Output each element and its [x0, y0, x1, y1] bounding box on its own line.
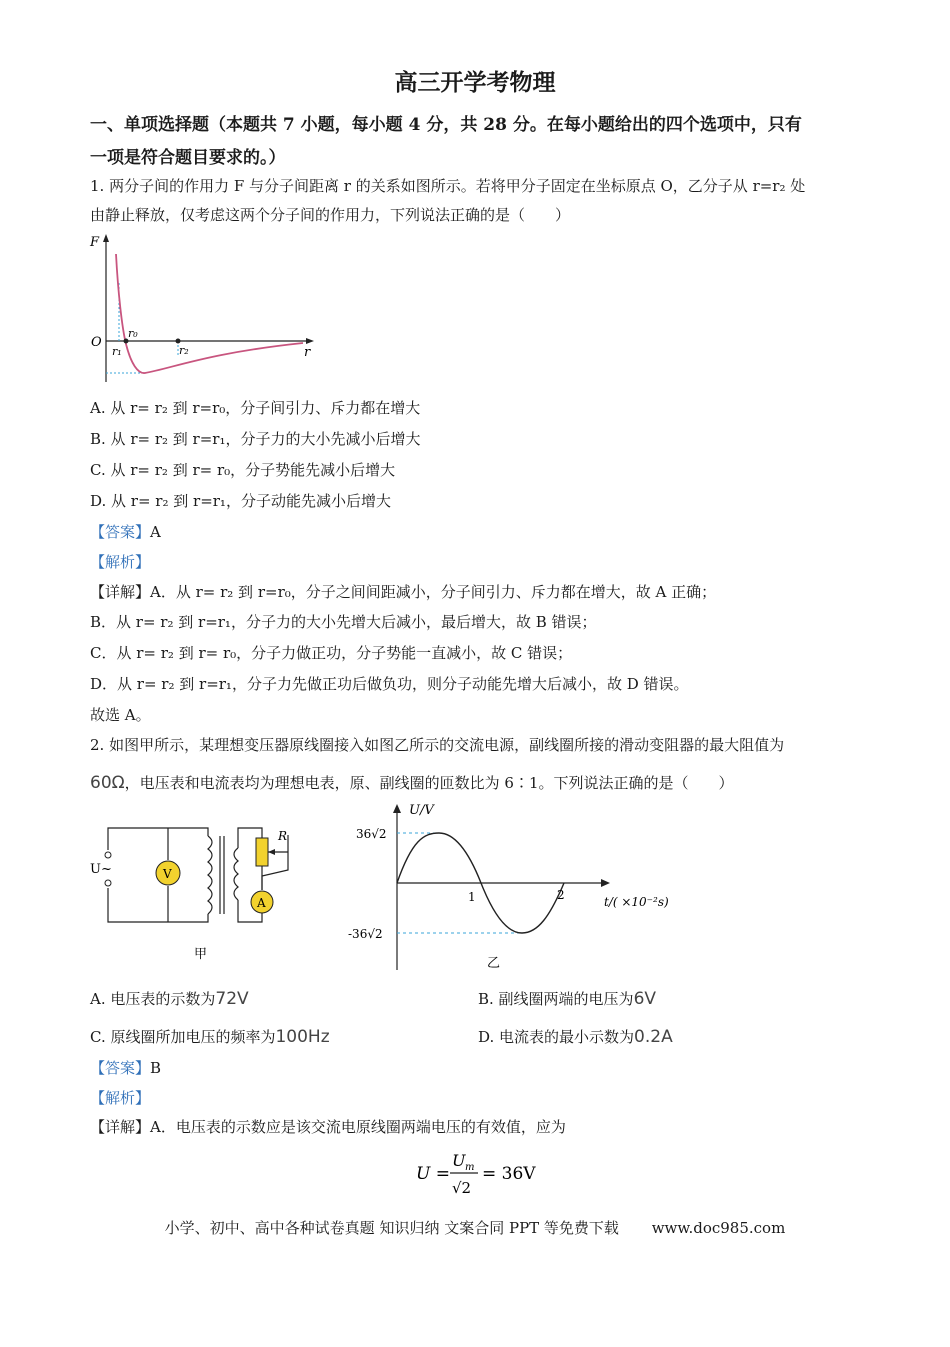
answer-tag: 【答案】 — [90, 523, 151, 541]
circuit-caption: 甲 — [194, 947, 208, 962]
q2-stem-line2 — [90, 773, 733, 793]
q1-detail-line4: D．从 r= r₂ 到 r=r₁，分子力先做正功后做负功，则分子动能先增大后减小，故 D 错误。 — [90, 675, 689, 693]
wave-tick-2: 2 — [557, 888, 565, 902]
wave-y-label: U/V — [409, 803, 434, 818]
secondary-coil — [234, 848, 238, 900]
q1-detail-line1: 【详解】A．从 r= r₂ 到 r=r₀，分子之间间距减小，分子间引力、斥力都在增大，故 A 正确； — [90, 583, 717, 601]
q2-detail-line1: 【详解】A．电压表的示数应是该交流电原线圈两端电压的有效值，应为 — [90, 1118, 566, 1136]
primary-coil — [208, 836, 212, 914]
q1-stem-line2: 由静止释放，仅考虑这两个分子间的作用力，下列说法正确的是（ ） — [90, 206, 571, 224]
q2-answer — [90, 1058, 161, 1078]
answer-value: B — [150, 1059, 162, 1077]
rheostat-icon — [256, 838, 268, 866]
page-footer — [0, 1217, 950, 1238]
q2-stem-rest: ，电压表和电流表均为理想电表，原、副线圈的匝数比为 6∶1。下列说法正确的是（ ） — [124, 774, 734, 792]
wave-tick-1: 1 — [468, 890, 476, 904]
svg-text:√2: √2 — [452, 1179, 472, 1197]
q1-detail-line2: B．从 r= r₂ 到 r=r₁，分子力的大小先增大后减小，最后增大，故 B 错误； — [90, 613, 597, 631]
svg-text:U =: U = — [416, 1164, 450, 1184]
answer-value: A — [150, 523, 161, 541]
svg-text:U: U — [452, 1151, 466, 1170]
q1-option-b: B. 从 r= r₂ 到 r=r₁，分子力的大小先减小后增大 — [90, 430, 421, 448]
q2-formula — [416, 1148, 546, 1200]
footer-site-link[interactable]: www.doc985.com — [651, 1219, 786, 1237]
page-title: 高三开学考物理 — [394, 69, 556, 96]
svg-text:= 36V: = 36V — [482, 1164, 536, 1184]
q2-option-c: C. 原线圈所加电压的频率为100Hz — [90, 1027, 330, 1047]
q2-option-b: B. 副线圈两端的电压为6V — [478, 989, 657, 1009]
resistor-label: R — [278, 829, 288, 843]
q1-answer — [90, 522, 161, 542]
q2-voltage-waveform — [342, 800, 669, 975]
graph-origin-label: O — [91, 335, 102, 350]
section-header-line2: 一项是符合题目要求的。） — [90, 148, 286, 168]
section-header-line1: 一、单项选择题（本题共 7 小题，每小题 4 分，共 28 分。在每小题给出的四个选项中，只有 — [90, 115, 802, 135]
q2-circuit-diagram — [88, 810, 308, 970]
voltmeter-label: V — [163, 867, 172, 881]
q1-option-c: C. 从 r= r₂ 到 r= r₀，分子势能先减小后增大 — [90, 461, 396, 479]
q2-option-a: A. 电压表的示数为72V — [90, 989, 249, 1009]
graph-y-label: F — [90, 235, 100, 250]
force-curve — [116, 254, 303, 373]
q1-stem-line1: 1. 两分子间的作用力 F 与分子间距离 r 的关系如图所示。若将甲分子固定在坐标原点 O，乙分子从 r=r₂ 处 — [90, 177, 806, 195]
q2-resistance-value: 60Ω — [90, 773, 125, 793]
graph-label-r0: r₀ — [128, 327, 138, 340]
graph-label-r2: r₂ — [179, 344, 189, 357]
q1-force-graph — [88, 232, 318, 387]
wave-peak-label: 36√2 — [356, 827, 387, 841]
ammeter-label: A — [257, 896, 266, 910]
answer-tag: 【答案】 — [90, 1059, 151, 1077]
source-label: U~ — [90, 862, 112, 877]
graph-x-label: r — [304, 345, 311, 360]
q1-option-a: A. 从 r= r₂ 到 r=r₀，分子间引力、斥力都在增大 — [90, 399, 421, 417]
graph-label-r1: r₁ — [112, 345, 122, 358]
wave-x-label: t/( ×10⁻²s) — [604, 895, 669, 909]
footer-text: 小学、初中、高中各种试卷真题 知识归纳 文案合同 PPT 等免费下载 — [164, 1219, 619, 1237]
q2-option-d: D. 电流表的最小示数为0.2A — [478, 1027, 673, 1047]
q1-detail-line3: C．从 r= r₂ 到 r= r₀，分子力做正功，分子势能一直减小，故 C 错误； — [90, 644, 573, 662]
q1-analysis-tag: 【解析】 — [90, 553, 151, 571]
wave-caption: 乙 — [487, 956, 501, 971]
q2-analysis-tag: 【解析】 — [90, 1089, 151, 1107]
wave-trough-label: -36√2 — [348, 927, 383, 941]
svg-text:m: m — [465, 1162, 475, 1173]
q2-stem-line1: 2. 如图甲所示，某理想变压器原线圈接入如图乙所示的交流电源，副线圈所接的滑动变阻器的最大阻值为 — [90, 736, 785, 754]
q1-option-d: D. 从 r= r₂ 到 r=r₁，分子动能先减小后增大 — [90, 492, 391, 510]
q1-detail-line5: 故选 A。 — [90, 706, 151, 724]
